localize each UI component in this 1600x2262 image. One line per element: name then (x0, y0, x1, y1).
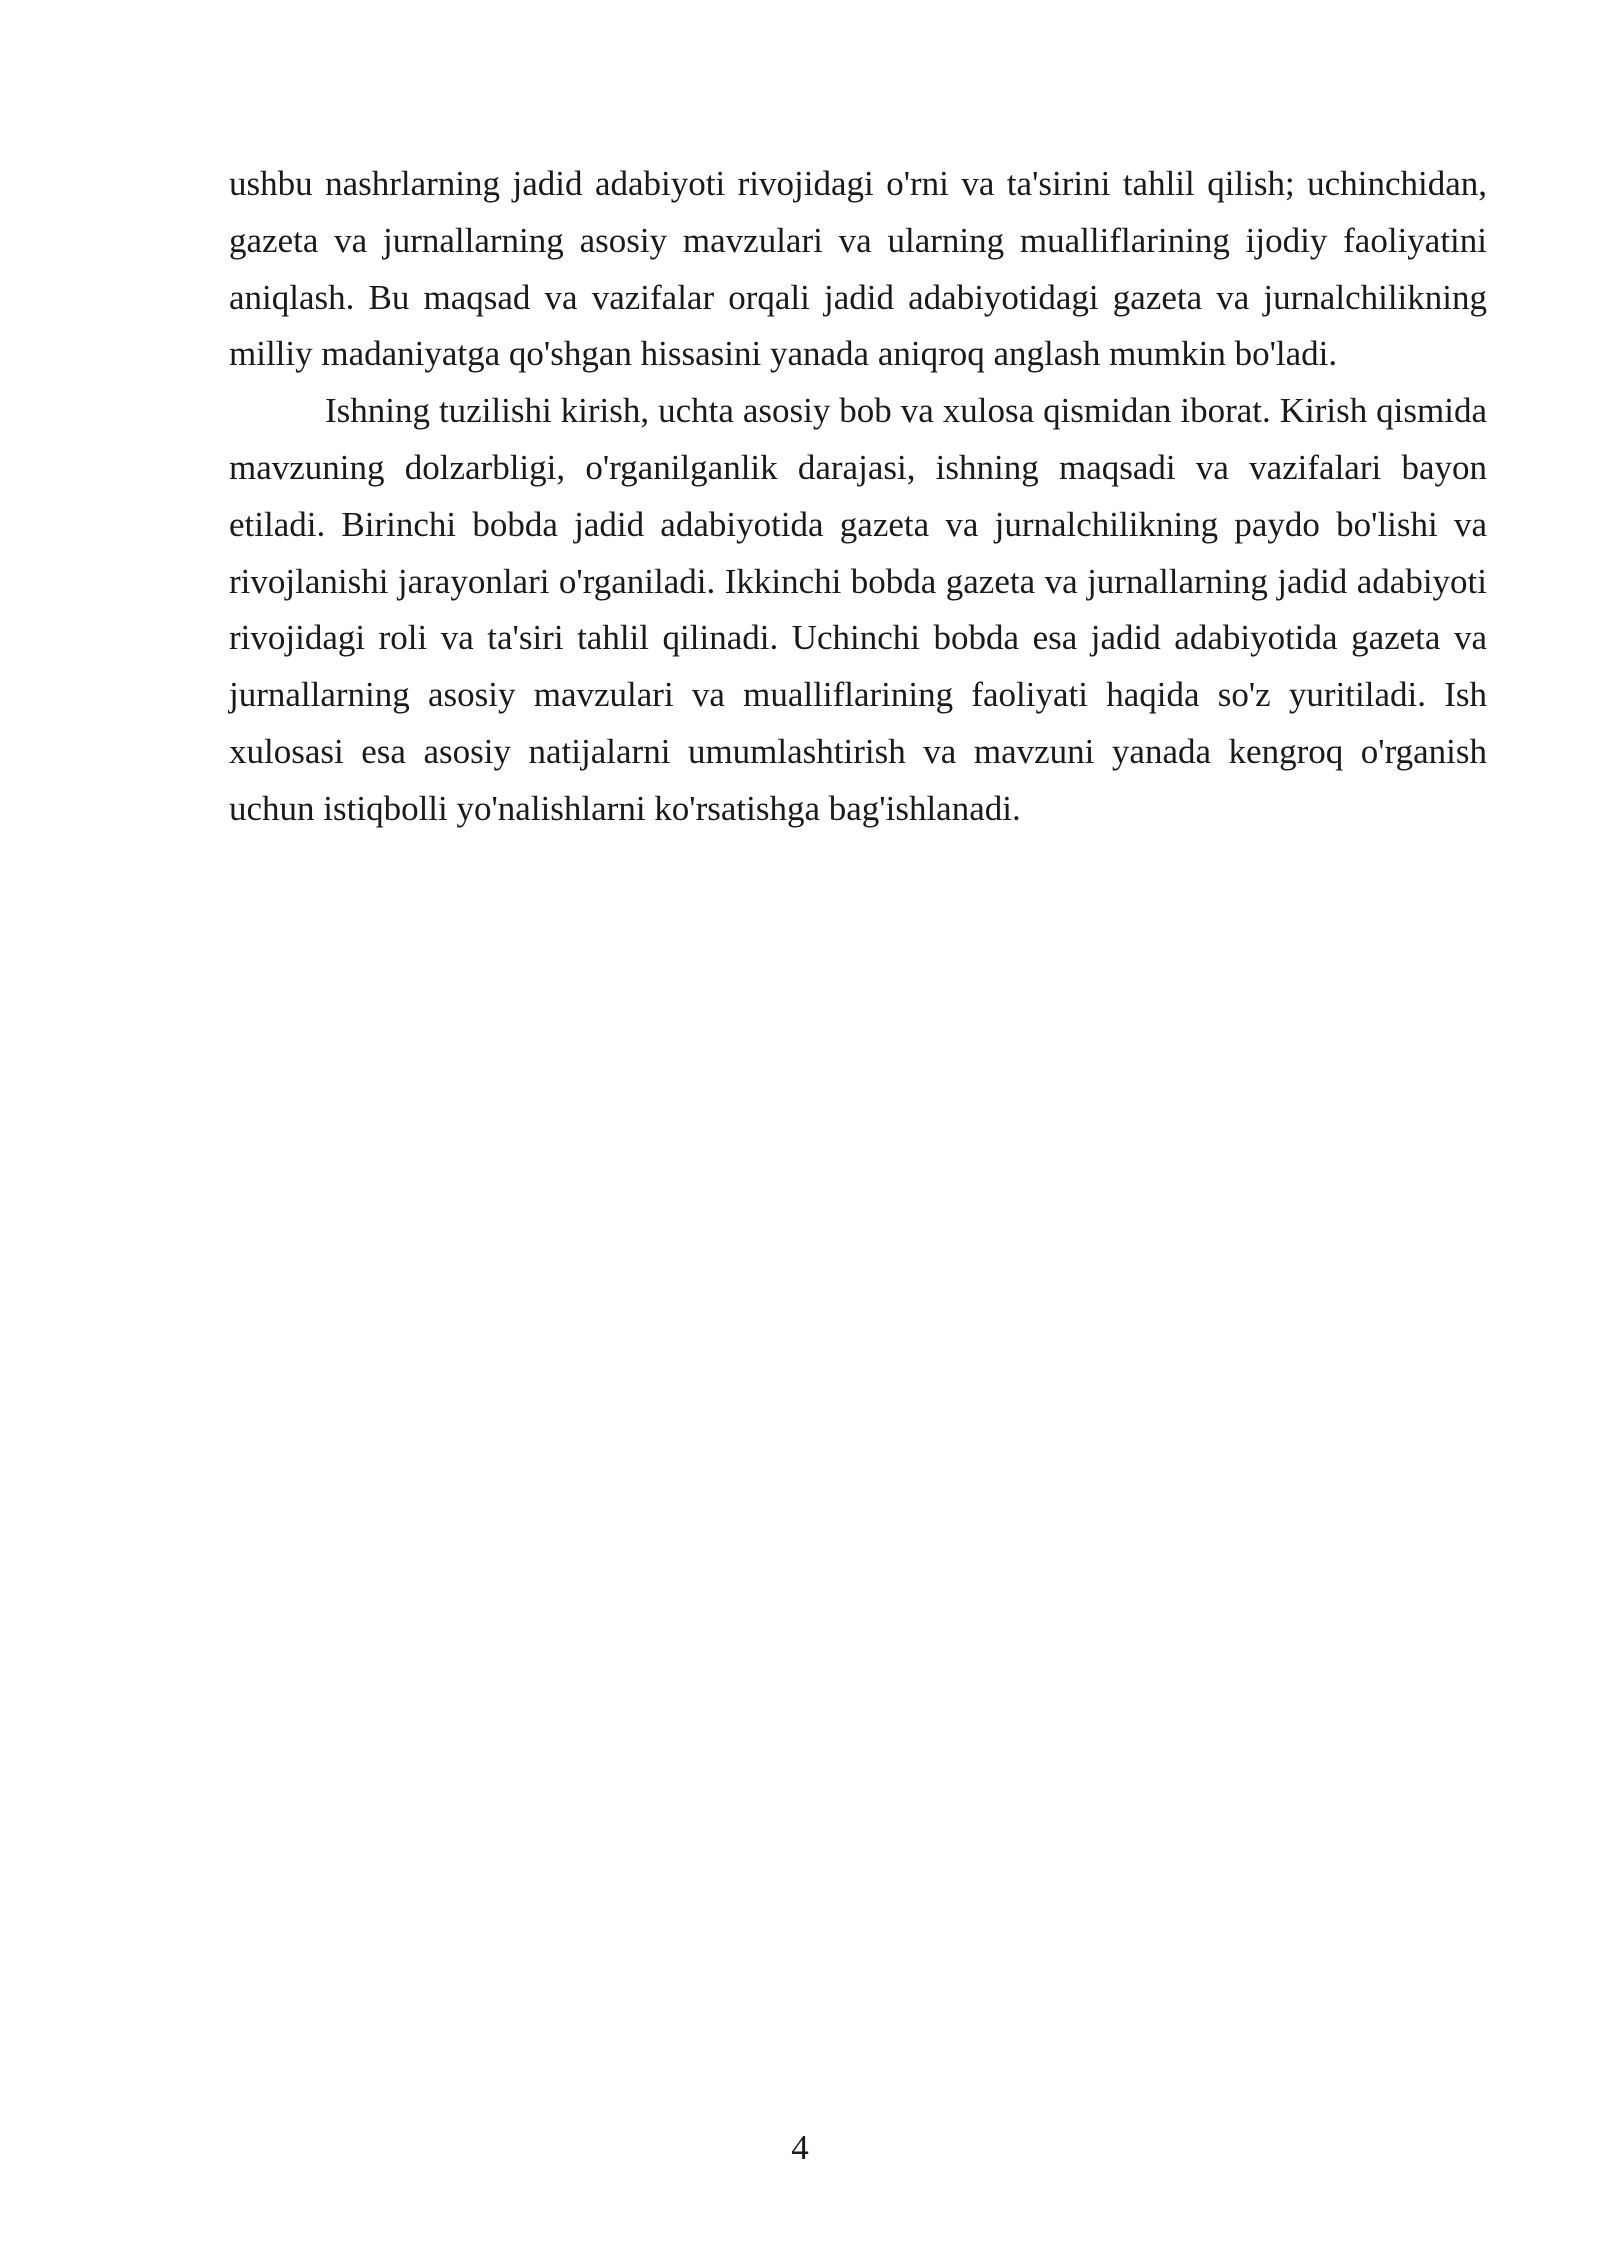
page-number: 4 (791, 2128, 809, 2167)
body-text (229, 156, 1487, 838)
paragraph-structure: Ishning tuzilishi kirish, uchta asosiy bob va xulosa qismidan iborat. Kirish qismida mavzuning dolzarbligi, o'rganilganlik darajasi, ishning maqsadi va vazifalari bayon etiladi. Birinchi bobda jadid adabiyotida gazeta va jurnalchilikning paydo bo'lishi va rivojlanishi jarayonlari o'rganiladi. Ikkinchi bobda gazeta va jurnallarning jadid adabiyoti rivojidagi roli va ta'siri tahlil qilinadi. Uchinchi bobda esa jadid adabiyotida gazeta va jurnallarning asosiy mavzulari va mualliflarining faoliyati haqida so'z yuritiladi. Ish xulosasi esa asosiy natijalarni umumlashtirish va mavzuni yanada kengroq o'rganish uchun istiqbolli yo'nalishlarni ko'rsatishga bag'ishlanadi. (229, 391, 1487, 828)
paragraph-continuation: ushbu nashrlarning jadid adabiyoti rivojidagi o'rni va ta'sirini tahlil qilish; uchinchidan, gazeta va jurnallarning asosiy mavzulari va ularning mualliflarining ijodiy faoliyatini aniqlash. Bu maqsad va vazifalar orqali jadid adabiyotidagi gazeta va jurnalchilikning milliy madaniyatga qo'shgan hissasini yanada aniqroq anglash mumkin bo'ladi. (229, 164, 1487, 374)
